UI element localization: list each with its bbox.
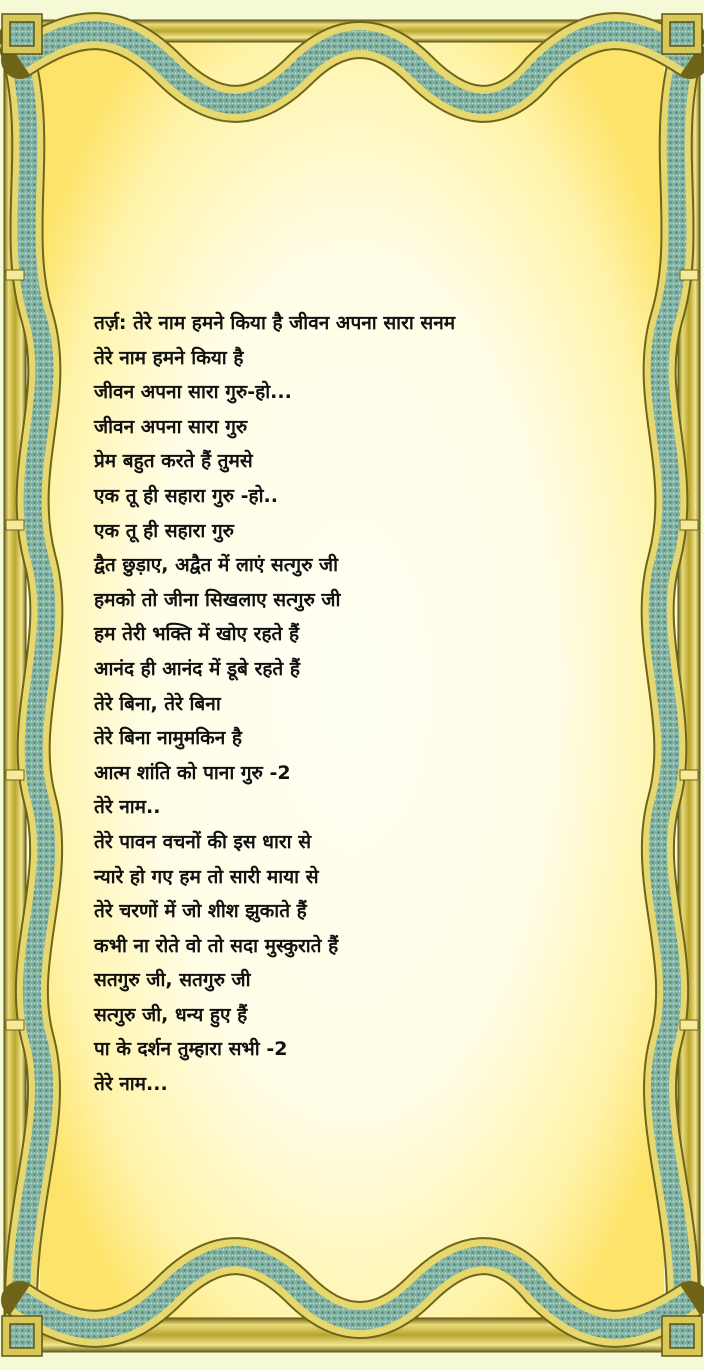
lyric-line: हमको तो जीना सिखलाए सत्गुरु जी xyxy=(94,588,341,611)
lyric-line: सतगुरु जी, सतगुरु जी xyxy=(94,969,251,992)
lyric-line: न्यारे हो गए हम तो सारी माया से xyxy=(94,865,319,888)
lyric-line: आत्म शांति को पाना गुरु -2 xyxy=(94,761,291,784)
lyric-line: तेरे नाम... xyxy=(94,1073,168,1096)
lyric-line: कभी ना रोते वो तो सदा मुस्कुराते हैं xyxy=(94,934,339,957)
lyric-line: हम तेरी भक्ति में खोए रहते हैं xyxy=(94,623,300,646)
tarz-line: तर्ज़: तेरे नाम हमने किया है जीवन अपना सारा सनम xyxy=(94,312,456,334)
lyric-line: तेरे नाम हमने किया है xyxy=(94,346,244,369)
lyric-line: तेरे चरणों में जो शीश झुकाते हैं xyxy=(94,900,307,923)
lyric-line: आनंद ही आनंद में डूबे रहते हैं xyxy=(94,657,300,680)
lyric-line: तेरे नाम.. xyxy=(94,796,161,819)
lyric-line: द्वैत छुड़ाए, अद्वैत में लाएं सत्गुरु जी xyxy=(94,554,339,577)
lyric-line: तेरे बिना, तेरे बिना xyxy=(94,692,221,715)
lyric-line: पा के दर्शन तुम्हारा सभी -2 xyxy=(94,1038,288,1061)
lyric-line: प्रेम बहुत करते हैं तुमसे xyxy=(94,450,253,473)
lyric-line: जीवन अपना सारा गुरु xyxy=(94,415,248,438)
lyric-line: जीवन अपना सारा गुरु-हो... xyxy=(94,381,292,404)
lyrics-block xyxy=(94,306,614,1102)
lyric-line: सत्गुरु जी, धन्य हुए हैं xyxy=(94,1003,248,1026)
lyric-line: तेरे पावन वचनों की इस धारा से xyxy=(94,830,312,853)
lyric-line: एक तू ही सहारा गुरु xyxy=(94,519,235,542)
lyric-line: तेरे बिना नामुमकिन है xyxy=(94,727,243,750)
lyric-line: एक तू ही सहारा गुरु -हो.. xyxy=(94,484,278,507)
